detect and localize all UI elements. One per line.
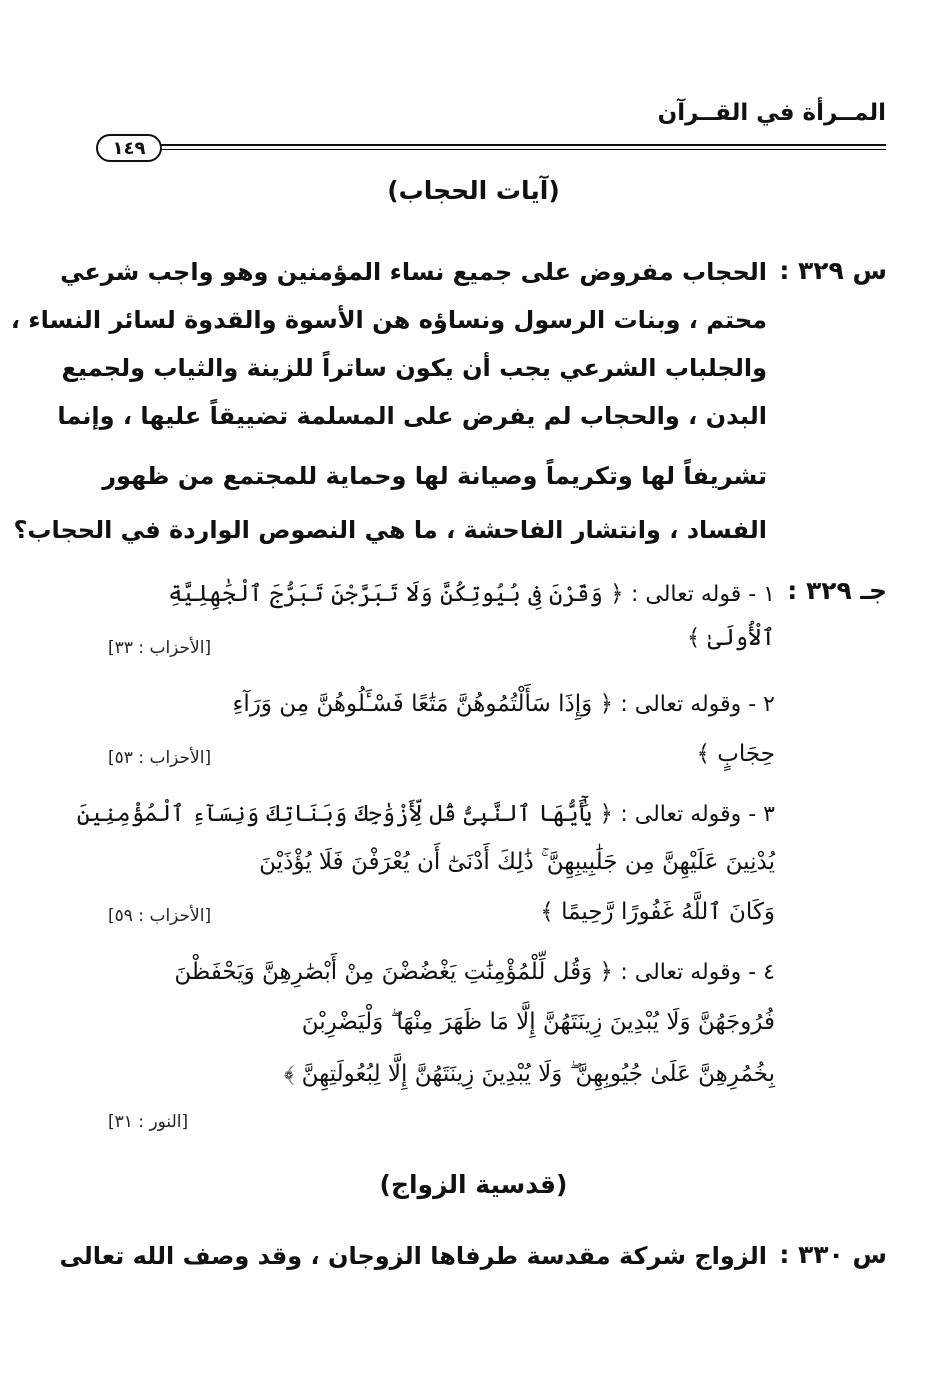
verse-item-1-line-1	[168, 578, 775, 611]
question-329-line-1: الحجاب مفروض على جميع نساء المؤمنين وهو واجب شرعي	[60, 258, 767, 286]
verse-item-1-text-2: ٱلْأُولَىٰ ﴾	[686, 625, 775, 651]
verse-item-3-text-2: يُدْنِينَ عَلَيْهِنَّ مِن جَلَٰبِيبِهِنَّ ۚ ذَٰلِكَ أَدْنَىٰٓ أَن يُعْرَفْنَ فَلَا يُؤْذَيْنَ	[259, 849, 775, 875]
header-rule-thin	[156, 149, 886, 150]
verse-item-4-line-2	[302, 1006, 775, 1038]
verse-item-3-text-3: وَكَانَ ٱللَّهُ غَفُورًا رَّحِيمًا ﴾	[540, 899, 775, 925]
verse-item-4-text-1: ﴿ وَقُل لِّلْمُؤْمِنَٰتِ يَغْضُضْنَ مِنْ أَبْصَٰرِهِنَّ وَيَحْفَظْنَ	[174, 959, 614, 985]
verse-item-3-ref: [الأحزاب : ٥٩]	[108, 906, 212, 926]
verse-item-3-intro: ٣ - وقوله تعالى :	[620, 802, 775, 827]
verse-item-4-intro: ٤ - وقوله تعالى :	[620, 960, 775, 985]
question-329-line-4: البدن ، والحجاب لم يفرض على المسلمة تضييقاً عليها ، وإنما	[57, 402, 767, 430]
verse-item-1-ref: [الأحزاب : ٣٣]	[108, 638, 212, 658]
verse-item-4-line-1	[174, 956, 775, 989]
verse-item-2-text-1: ﴿ وَإِذَا سَأَلْتُمُوهُنَّ مَتَٰعًا فَسْـَٔلُوهُنَّ مِن وَرَآءِ	[232, 691, 614, 717]
verse-item-4-text-2: فُرُوجَهُنَّ وَلَا يُبْدِينَ زِينَتَهُنَّ إِلَّا مَا ظَهَرَ مِنْهَا ۖ وَلْيَضْرِبْنَ	[301, 1009, 775, 1035]
answer-329-label: جـ ٣٢٩ :	[787, 576, 887, 605]
question-330-line-1: الزواج شركة مقدسة طرفاها الزوجان ، وقد وصف الله تعالى	[59, 1242, 767, 1270]
verse-item-3-line-2	[259, 846, 775, 878]
page-number-text: ١٤٩	[112, 137, 146, 159]
section-title-marriage: (قدسية الزواج)	[379, 1170, 568, 1199]
question-329-line-2: محتم ، وبنات الرسول ونساؤه هن الأسوة والقدوة لسائر النساء ،	[10, 306, 767, 334]
verse-item-4-ref: [النور : ٣١]	[108, 1112, 189, 1132]
section-title-hijab: (آيات الحجاب)	[387, 176, 560, 205]
page-number	[96, 134, 162, 162]
question-330-label: س ٣٣٠ :	[779, 1240, 887, 1269]
question-329-label: س ٣٢٩ :	[779, 256, 887, 285]
verse-item-1-text-1: ﴿ وَقَرْنَ فِى بُيُوتِكُنَّ وَلَا تَبَرَّجْنَ تَبَرُّجَ ٱلْجَٰهِلِيَّةِ	[168, 581, 624, 607]
page-header	[96, 100, 886, 160]
verse-item-1-intro: ١ - قوله تعالى :	[630, 582, 775, 607]
running-title: المــرأة في القــرآن	[657, 100, 886, 126]
verse-item-2-intro: ٢ - وقوله تعالى :	[620, 692, 775, 717]
verse-item-3-line-3	[540, 896, 775, 928]
header-rule	[156, 144, 886, 146]
verse-item-3-text-1: ﴿ يَٰٓأَيُّهَا ٱلنَّبِىُّ قُل لِّأَزْوَٰجِكَ وَبَنَاتِكَ وَنِسَآءِ ٱلْمُؤْمِنِينَ	[76, 801, 614, 827]
verse-item-2-text-2: حِجَابٍ ﴾	[696, 741, 775, 767]
verse-item-4-text-3: بِخُمُرِهِنَّ عَلَىٰ جُيُوبِهِنَّ ۖ وَلَا يُبْدِينَ زِينَتَهُنَّ إِلَّا لِبُعُولَتِهِنَّ ﴾	[284, 1061, 775, 1087]
question-329-line-3: والجلباب الشرعي يجب أن يكون ساتراً للزينة والثياب ولجميع	[61, 354, 767, 382]
verse-item-1-line-2	[687, 622, 775, 654]
verse-item-2-ref: [الأحزاب : ٥٣]	[108, 748, 212, 768]
verse-item-2-line-1	[233, 688, 775, 721]
verse-item-4-line-3	[284, 1058, 775, 1090]
verse-item-2-line-2	[696, 738, 775, 770]
question-329-line-5: تشريفاً لها وتكريماً وصيانة لها وحماية للمجتمع من ظهور	[102, 462, 767, 490]
question-329-line-6: الفساد ، وانتشار الفاحشة ، ما هي النصوص الواردة في الحجاب؟	[13, 516, 767, 544]
verse-item-3-line-1	[77, 798, 775, 831]
